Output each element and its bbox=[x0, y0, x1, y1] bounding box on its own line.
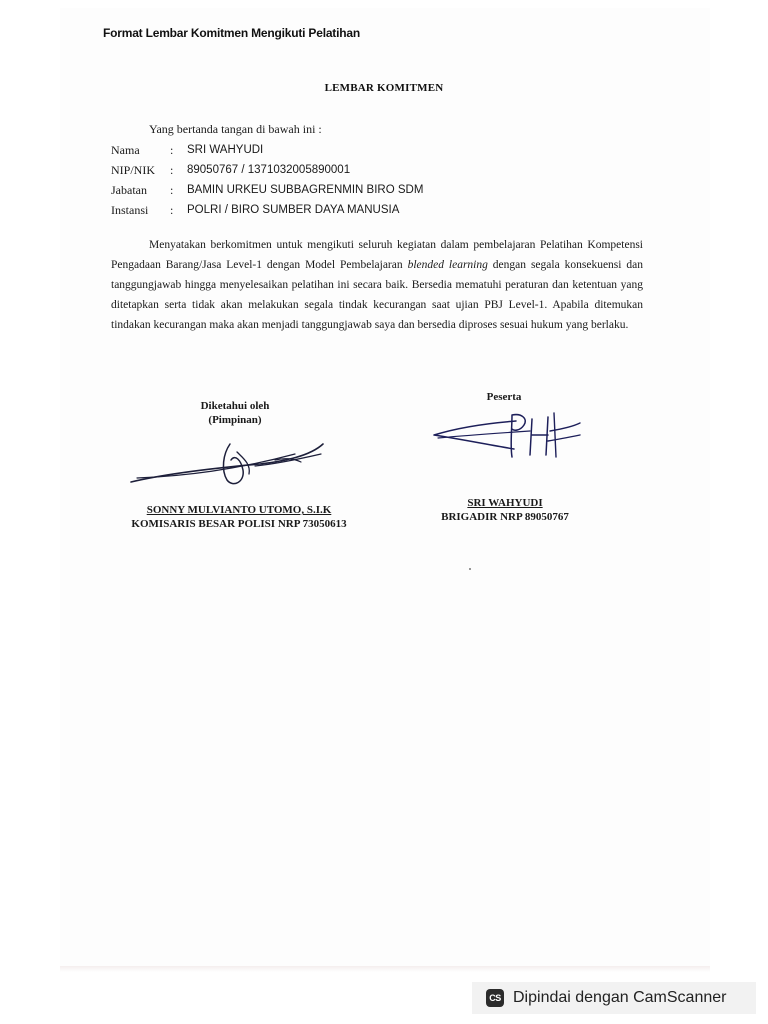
identity-row-instansi bbox=[111, 200, 423, 220]
right-signatory-rank: BRIGADIR NRP 89050767 bbox=[441, 511, 569, 523]
identity-row-nip bbox=[111, 160, 423, 180]
identity-label: Nama bbox=[111, 143, 140, 157]
identity-colon: : bbox=[170, 143, 174, 157]
identity-value: 89050767 / 1371032005890001 bbox=[187, 164, 351, 176]
left-signatory-rank: KOMISARIS BESAR POLISI NRP 73050613 bbox=[131, 518, 347, 530]
right-signatory-identity bbox=[422, 496, 588, 524]
identity-colon: : bbox=[170, 163, 174, 177]
left-heading-line-1: Diketahui oleh bbox=[200, 400, 270, 412]
document-title: LEMBAR KOMITMEN bbox=[324, 82, 444, 94]
commitment-statement bbox=[111, 235, 643, 335]
right-signatory-name: SRI WAHYUDI bbox=[467, 497, 543, 509]
left-signatory-identity bbox=[118, 503, 360, 531]
identity-value: BAMIN URKEU SUBBAGRENMIN BIRO SDM bbox=[187, 184, 424, 196]
left-signatory-heading bbox=[160, 399, 310, 427]
scan-speck bbox=[469, 568, 471, 570]
camscanner-watermark bbox=[472, 982, 756, 1014]
statement-part-2: dengan segala konsekuensi dan tanggungjawab hingga menyelesaikan pelatihan ini secara baik. Bersedia mematuhi peraturan dan ketentuan yang ditetapkan serta tidak akan melakukan segala tindak kecurangan saat ujian PBJ Level-1. Apabila ditemukan tindakan kecurangan maka akan menjadi tanggungjawab saya dan bersedia diproses sesuai hukum yang berlaku. bbox=[111, 259, 644, 331]
identity-label: Instansi bbox=[111, 203, 149, 217]
identity-table bbox=[111, 140, 423, 220]
identity-row-nama bbox=[111, 140, 423, 160]
identity-label: Jabatan bbox=[111, 183, 147, 197]
left-signature-image bbox=[125, 430, 330, 490]
statement-italic-term: blended learning bbox=[407, 259, 488, 271]
right-signature-image bbox=[430, 405, 585, 465]
left-signatory-name: SONNY MULVIANTO UTOMO, S.I.K bbox=[146, 504, 332, 516]
header-note: Format Lembar Komitmen Mengikuti Pelatihan bbox=[103, 26, 360, 40]
identity-value: POLRI / BIRO SUMBER DAYA MANUSIA bbox=[187, 204, 400, 216]
identity-row-jabatan bbox=[111, 180, 423, 200]
camscanner-text: Dipindai dengan CamScanner bbox=[513, 989, 727, 1006]
camscanner-logo-icon: CS bbox=[486, 989, 504, 1007]
intro-text: Yang bertanda tangan di bawah ini : bbox=[149, 122, 322, 136]
identity-label: NIP/NIK bbox=[111, 163, 155, 177]
identity-colon: : bbox=[170, 203, 174, 217]
identity-colon: : bbox=[170, 183, 174, 197]
page-edge-shadow bbox=[60, 966, 710, 972]
statement-part-1: Menyatakan berkomitmen untuk mengikuti seluruh kegiatan dalam pembelajaran Pelatihan Kompetensi Pengadaan Barang/Jasa Level-1 dengan Model Pembelajaran bbox=[111, 239, 643, 271]
right-signatory-heading: Peserta bbox=[486, 391, 522, 403]
identity-value: SRI WAHYUDI bbox=[187, 144, 264, 156]
left-heading-line-2: (Pimpinan) bbox=[208, 414, 262, 426]
